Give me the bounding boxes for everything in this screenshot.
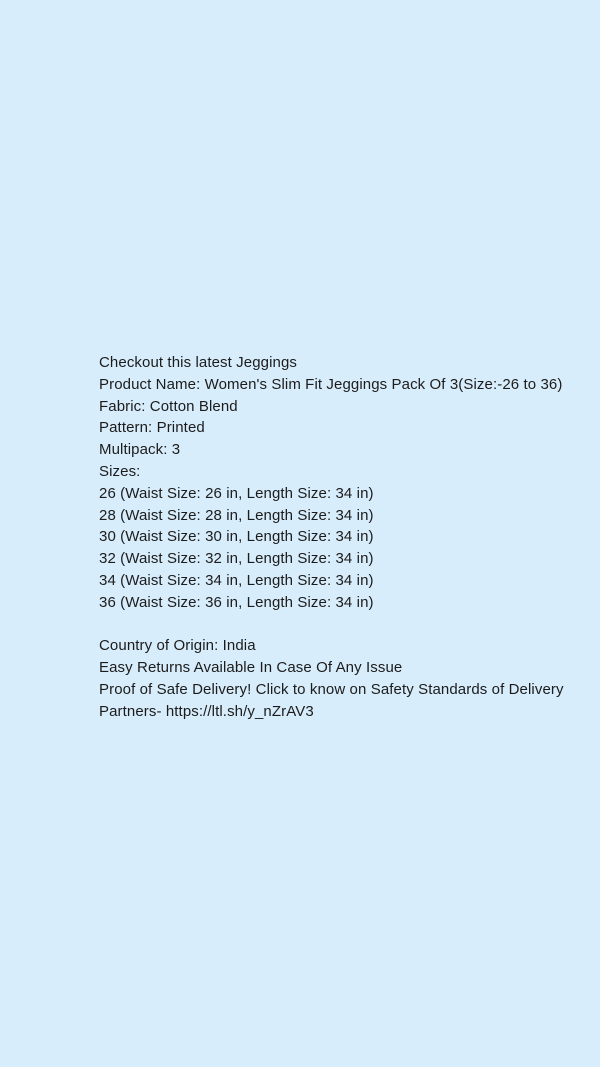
text-line-easy-returns: Easy Returns Available In Case Of Any Issue <box>99 659 403 677</box>
text-line-safe-delivery: Proof of Safe Delivery! Click to know on Safety Standards of Delivery Partners- https://ltl.sh/y_nZrAV3 <box>99 680 568 720</box>
text-line-pattern: Pattern: Printed <box>99 419 205 437</box>
text-line-fabric: Fabric: Cotton Blend <box>99 397 238 415</box>
text-line-size-32: 32 (Waist Size: 32 in, Length Size: 34 in) <box>99 550 374 568</box>
text-line-size-34: 34 (Waist Size: 34 in, Length Size: 34 in) <box>99 571 374 589</box>
product-description-text <box>99 352 569 723</box>
text-line-size-28: 28 (Waist Size: 28 in, Length Size: 34 in) <box>99 506 374 524</box>
text-line-multipack: Multipack: 3 <box>99 441 181 459</box>
text-line-size-30: 30 (Waist Size: 30 in, Length Size: 34 in) <box>99 528 374 546</box>
text-line-size-36: 36 (Waist Size: 36 in, Length Size: 34 in) <box>99 593 374 611</box>
text-line-blank <box>99 614 569 636</box>
text-line-product-name: Product Name: Women's Slim Fit Jeggings Pack Of 3(Size:-26 to 36) <box>99 375 563 393</box>
text-line-intro: Checkout this latest Jeggings <box>99 354 298 371</box>
text-line-sizes-header: Sizes: <box>99 462 141 480</box>
text-line-country-of-origin: Country of Origin: India <box>99 637 256 655</box>
text-line-size-26: 26 (Waist Size: 26 in, Length Size: 34 in) <box>99 484 374 502</box>
